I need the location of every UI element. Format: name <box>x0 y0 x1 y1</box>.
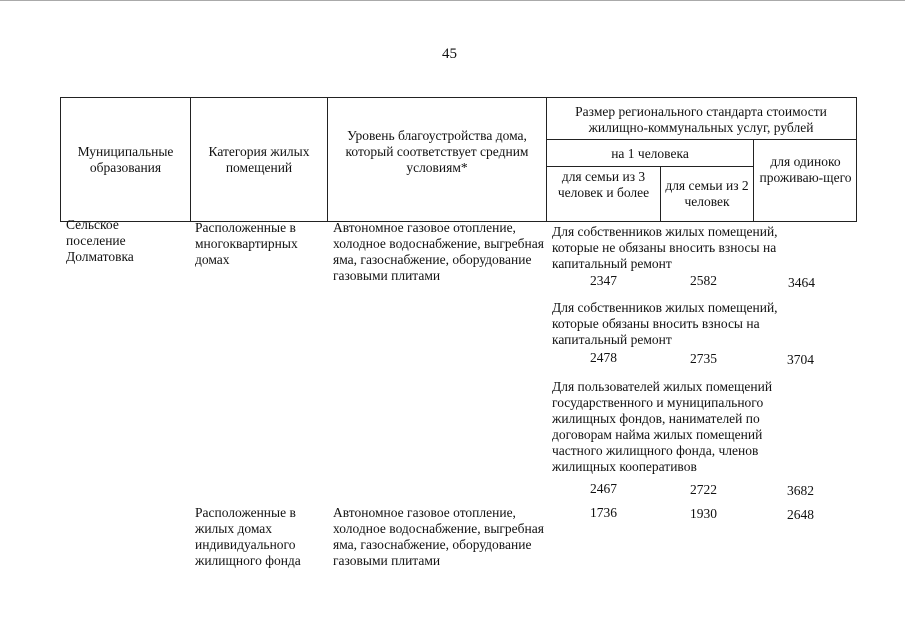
row2-level: Автономное газовое отопление, холодное водоснабжение, выгребная яма, газоснабжение, оборудование газовыми плитами <box>333 505 544 568</box>
header-family3: для семьи из 3 человек и более <box>557 169 650 200</box>
group2-single: 3704 <box>787 352 814 367</box>
header-family2: для семьи из 2 человек <box>665 178 749 209</box>
group1-label: Для собственников жилых помещений, которые не обязаны вносить взносы на капитальный ремонт <box>552 224 778 271</box>
row1-level: Автономное газовое отопление, холодное водоснабжение, выгребная яма, газоснабжение, оборудование газовыми плитами <box>333 220 544 283</box>
header-category: Категория жилых помещений <box>208 144 310 175</box>
group3-family2: 2722 <box>690 482 717 497</box>
header-standard: Размер регионального стандарта стоимости жилищно-коммунальных услуг, рублей <box>575 104 827 135</box>
row1-municipality: Сельское поселение Долматовка <box>66 217 134 264</box>
header-per-person: на 1 человека <box>611 146 689 161</box>
group1-family3: 2347 <box>590 273 617 288</box>
page-number: 45 <box>442 46 457 62</box>
row2-single: 2648 <box>787 507 814 522</box>
group1-family2: 2582 <box>690 273 717 288</box>
group3-family3: 2467 <box>590 481 617 496</box>
header-level: Уровень благоустройства дома, который соответствует средним условиям* <box>345 128 529 175</box>
group1-single: 3464 <box>788 275 815 290</box>
row2-family3: 1736 <box>590 505 617 520</box>
row1-category: Расположенные в многоквартирных домах <box>195 220 298 267</box>
group2-family3: 2478 <box>590 350 617 365</box>
row2-family2: 1930 <box>690 506 717 521</box>
page-top-edge <box>0 0 905 1</box>
group3-single: 3682 <box>787 483 814 498</box>
header-single: для одиноко проживаю-щего <box>759 154 852 185</box>
row2-category: Расположенные в жилых домах индивидуального жилищного фонда <box>195 505 301 568</box>
group3-label: Для пользователей жилых помещений государственного и муниципального жилищных фондов, нанимателей по договорам найма жилых помещений частного жилищного фонда, членов жилищных кооперативов <box>552 379 773 474</box>
header-municipality: Муниципальные образования <box>77 144 174 175</box>
group2-label: Для собственников жилых помещений, которые обязаны вносить взносы на капитальный ремонт <box>552 300 778 347</box>
group2-family2: 2735 <box>690 351 717 366</box>
